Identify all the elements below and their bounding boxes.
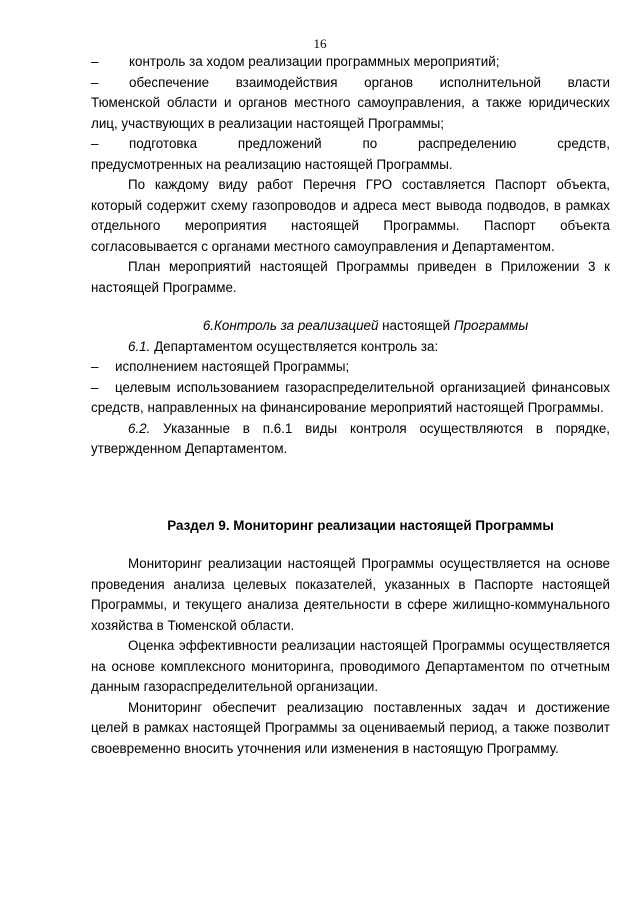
subitem-text: исполнением настоящей Программы; [115,359,350,374]
heading-italic-part: 6.Контроль за реализацией [202,318,379,333]
spacer [91,298,610,316]
page-number: 16 [313,36,327,51]
clause-6-1 [91,337,610,358]
page-content [91,52,610,759]
paragraph-passport: По каждому виду работ Перечня ГРО составляется Паспорт объекта, который содержит схему газопроводов и адреса мест вывода подводов, в рамках отдельного мероприятия настоящей Программы. Паспорт объекта согласовывается с органами местного самоуправления и Департаментом. [91,177,610,254]
paragraph-goals: Мониторинг обеспечит реализацию поставленных задач и достижение целей в рамках настоящей Программы за оцениваемый период, а также позволит своевременно вносить уточнения или изменения в настоящую Программу. [91,699,610,756]
subitem-text: целевым использованием газораспределительной организацией финансовых средств, направленных на финансирование мероприятий настоящей Программы. [91,379,610,415]
heading-normal-part: настоящей [378,318,454,333]
list-item-interaction-rest: Тюменской области и органов местного самоуправления, а также юридических лиц, участвующих в реализации настоящей Программы; [91,95,610,131]
clause-text: Указанные в п.6.1 виды контроля осуществляются в порядке, утвержденном Департаментом. [91,420,610,456]
spacer [91,536,610,554]
paragraph-plan: План мероприятий настоящей Программы приведен в Приложении 3 к настоящей Программе. [91,259,610,295]
list-item-text: контроль за ходом реализации программных мероприятий; [129,54,500,69]
list-item-text: обеспечение взаимодействия органов исполнительной власти [129,74,610,90]
clause-text: Департаментом осуществляется контроль за: [150,338,439,354]
clause-6-2 [91,419,610,460]
list-item-text: подготовка предложений по распределению средств, [129,136,610,151]
dash-marker: – [91,54,99,69]
spacer [91,460,610,516]
subitem-execution [91,357,610,378]
clause-number: 6.2. [128,420,151,436]
heading-italic-part: Программы [453,318,529,333]
dash-marker: – [91,359,99,374]
list-item-control [91,52,610,73]
list-item-interaction-line1 [91,73,610,94]
dash-marker: – [91,74,99,90]
section-9-heading: Раздел 9. Мониторинг реализации настоящей Программы [167,517,554,533]
clause-number: 6.1. [128,338,151,354]
section-6-heading [91,316,610,337]
list-item-proposals-line1 [91,134,610,155]
dash-marker: – [91,136,99,151]
paragraph-monitoring: Мониторинг реализации настоящей Программы осуществляется на основе проведения анализа целевых показателей, указанных в Паспорте настоящей Программы, и текущего анализа деятельности в сфере жилищно-коммунального хозяйства в Тюменской области. [91,556,610,633]
subitem-target-use [91,378,610,419]
dash-marker: – [91,379,99,395]
list-item-proposals-rest: предусмотренных на реализацию настоящей Программы. [91,156,453,172]
paragraph-evaluation: Оценка эффективности реализации настоящей Программы осуществляется на основе комплексного мониторинга, проводимого Департаментом по отчетным данным газораспределительной организации. [91,638,610,694]
